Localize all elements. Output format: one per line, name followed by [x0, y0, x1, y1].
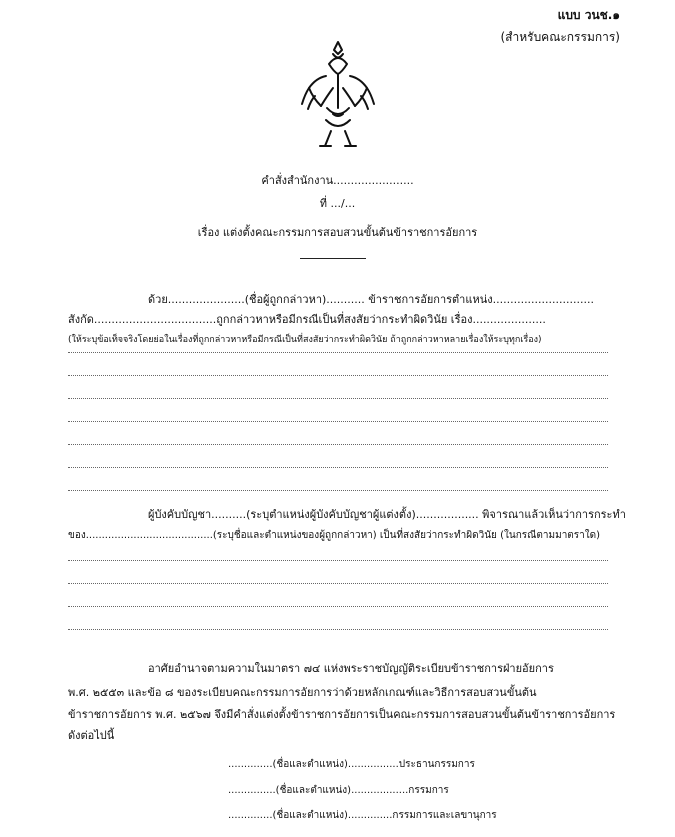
accused-of-line: ของ........................................(ระบุชื่อและตำแหน่งของผู้ถูกกล่าวหา) เป็นที่สงสัยว่ากระทำผิดวินัย (ในกรณีตามมาตราใด) — [68, 530, 601, 541]
fact-entry-line-6 — [68, 467, 608, 468]
committee-member-3: ..............(ชื่อและตำแหน่ง)..............กรรมการและเลขานุการ — [228, 810, 497, 821]
order-number-line: ที่ .../... — [319, 197, 356, 210]
offense-entry-line-4 — [68, 629, 608, 630]
accused-line: ด้วย......................(ชื่อผู้ถูกกล่าวหา)........... ข้าราชการอัยการตำแหน่ง............................. — [148, 293, 594, 306]
fact-entry-line-3 — [68, 398, 608, 399]
fact-entry-line-1 — [68, 352, 608, 353]
order-subject-line: เรื่อง แต่งตั้งคณะกรรมการสอบสวนขั้นต้นข้าราชการอัยการ — [197, 226, 478, 239]
facts-instruction: (ให้ระบุข้อเท็จจริงโดยย่อในเรื่องที่ถูกกล่าวหาหรือมีกรณีเป็นที่สงสัยว่ากระทำผิดวินัย ถ้าถูกกล่าวหาหลายเรื่องให้ระบุทุกเรื่อง) — [68, 335, 542, 345]
committee-member-1: ..............(ชื่อและตำแหน่ง)................ประธานกรรมการ — [228, 759, 475, 770]
authority-line-3: ข้าราชการอัยการ พ.ศ. ๒๕๖๗ จึงมีคำสั่งแต่งตั้งข้าราชการอัยการเป็นคณะกรรมการสอบสวนขั้นต้นข้าราชการอัยการ — [68, 708, 616, 721]
authority-line-2: พ.ศ. ๒๕๕๓ และข้อ ๘ ของระเบียบคณะกรรมการอัยการว่าด้วยหลักเกณฑ์และวิธีการสอบสวนขั้นต้น — [68, 686, 537, 699]
form-subtitle: (สำหรับคณะกรรมการ) — [500, 30, 620, 44]
authority-line-1: อาศัยอำนาจตามความในมาตรา ๗๔ แห่งพระราชบัญญัติระเบียบข้าราชการฝ่ายอัยการ — [148, 662, 554, 675]
fact-entry-line-4 — [68, 421, 608, 422]
committee-member-2: ...............(ชื่อและตำแหน่ง)..................กรรมการ — [228, 785, 449, 796]
garuda-emblem-icon — [293, 36, 383, 154]
form-code: แบบ วนช.๑ — [557, 8, 620, 22]
authority-line-4: ดังต่อไปนี้ — [68, 729, 115, 742]
fact-entry-line-2 — [68, 375, 608, 376]
title-divider — [300, 258, 366, 259]
offense-entry-line-2 — [68, 583, 608, 584]
fact-entry-line-7 — [68, 490, 608, 491]
fact-entry-line-5 — [68, 444, 608, 445]
offense-entry-line-1 — [68, 560, 608, 561]
supervisor-line: ผู้บังคับบัญชา..........(ระบุตำแหน่งผู้บังคับบัญชาผู้แต่งตั้ง).................. พิจารณาแล้วเห็นว่าการกระทำ — [148, 508, 626, 521]
affiliation-line: สังกัด...................................ถูกกล่าวหาหรือมีกรณีเป็นที่สงสัยว่ากระทำผิดวินัย เรื่อง..................... — [68, 313, 546, 326]
office-order-line: คำสั่งสำนักงาน....................... — [261, 174, 414, 187]
offense-entry-line-3 — [68, 606, 608, 607]
